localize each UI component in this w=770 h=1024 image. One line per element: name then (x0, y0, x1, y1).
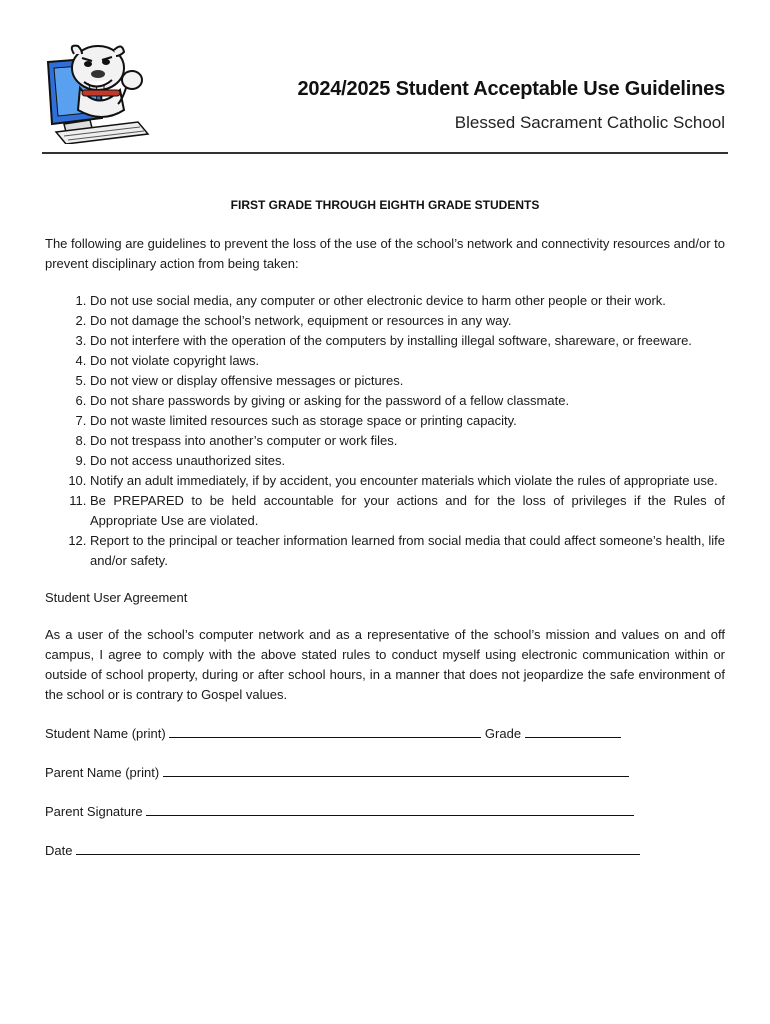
student-name-label: Student Name (print) (45, 726, 166, 741)
parent-name-field[interactable] (163, 762, 629, 777)
document-header (297, 78, 725, 133)
parent-name-row (45, 762, 725, 783)
bulldog-computer-mascot-icon (42, 40, 154, 144)
list-item: 7. Do not waste limited resources such as storage space or printing capacity. (90, 411, 725, 431)
rules-list (45, 291, 725, 571)
list-item: 8. Do not trespass into another’s computer or work files. (90, 431, 725, 451)
list-item: 2. Do not damage the school’s network, equipment or resources in any way. (90, 311, 725, 331)
parent-signature-label: Parent Signature (45, 804, 143, 819)
list-item: 1. Do not use social media, any computer or other electronic device to harm other people or their work. (90, 291, 725, 311)
date-row (45, 840, 725, 861)
list-item: 4. Do not violate copyright laws. (90, 351, 725, 371)
grade-label: Grade (484, 726, 522, 741)
date-label: Date (45, 843, 73, 858)
student-name-row (45, 723, 725, 744)
list-item: 11. Be PREPARED to be held accountable for your actions and for the loss of privileges if the Rules of Appropriate Use are violated. (90, 491, 725, 531)
list-item: 3. Do not interfere with the operation of the computers by installing illegal software, shareware, or freeware. (90, 331, 725, 351)
grade-field[interactable] (525, 723, 621, 738)
list-item: 12. Report to the principal or teacher information learned from social media that could affect someone’s health, life and/or safety. (90, 531, 725, 571)
list-item: 6. Do not share passwords by giving or asking for the password of a fellow classmate. (90, 391, 725, 411)
student-name-field[interactable] (169, 723, 481, 738)
date-field[interactable] (76, 840, 640, 855)
parent-signature-field[interactable] (146, 801, 634, 816)
agreement-heading: Student User Agreement (45, 590, 188, 605)
list-item: 5. Do not view or display offensive messages or pictures. (90, 371, 725, 391)
agreement-paragraph: As a user of the school’s computer network and as a representative of the school’s mission and values on and off campus, I agree to comply with the above stated rules to conduct myself using electronic communication within or outside of school property, during or after school hours, in a manner that does not jeopardize the safe environment of the school or is contrary to Gospel values. (45, 627, 725, 702)
intro-paragraph: The following are guidelines to prevent the loss of the use of the school’s network and connectivity resources and/or to prevent disciplinary action from being taken: (45, 236, 725, 271)
section-heading: FIRST GRADE THROUGH EIGHTH GRADE STUDENTS (230, 198, 540, 212)
list-item: 10. Notify an adult immediately, if by accident, you encounter materials which violate the rules of appropriate use. (90, 471, 725, 491)
parent-name-label: Parent Name (print) (45, 765, 160, 780)
parent-signature-row (45, 801, 725, 822)
school-name: Blessed Sacrament Catholic School (454, 113, 725, 132)
list-item: 9. Do not access unauthorized sites. (90, 451, 725, 471)
document-title: 2024/2025 Student Acceptable Use Guidelines (297, 78, 725, 100)
header-divider (42, 152, 728, 154)
document-body (45, 234, 725, 879)
